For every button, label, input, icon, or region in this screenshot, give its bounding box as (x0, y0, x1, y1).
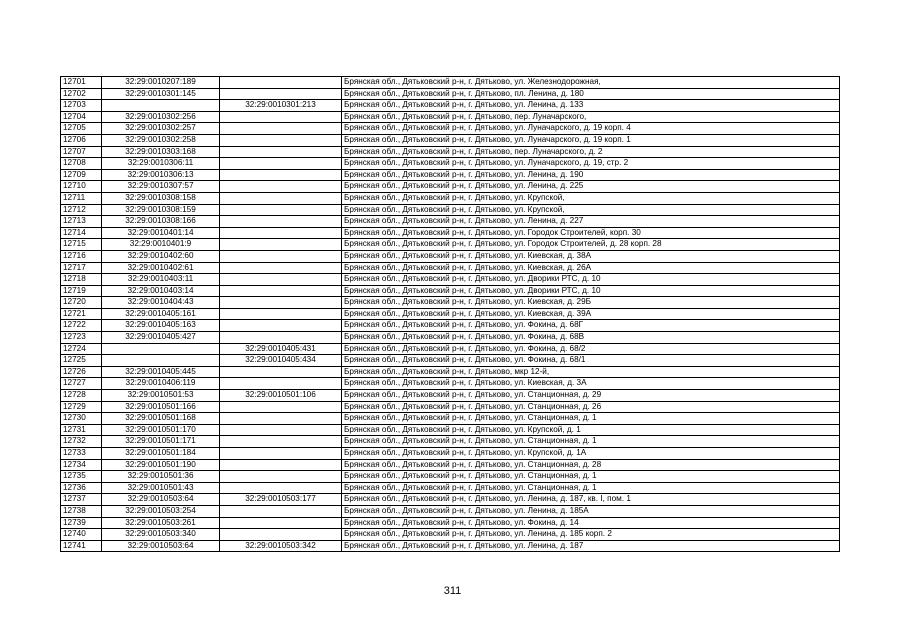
address-cell: Брянская обл., Дятьковский р-н, г. Дятьково, ул. Луначарского, д. 19, стр. 2 (342, 158, 840, 170)
row-number-cell: 12734 (61, 459, 102, 471)
cadastral-number-cell: 32:29:0010308:166 (102, 216, 220, 228)
table-row (61, 227, 840, 239)
table-row (61, 158, 840, 170)
address-cell: Брянская обл., Дятьковский р-н, г. Дятьково, ул. Станционная, д. 29 (342, 390, 840, 402)
row-number-cell: 12733 (61, 448, 102, 460)
address-cell: Брянская обл., Дятьковский р-н, г. Дятьково, ул. Крупской, д. 1А (342, 448, 840, 460)
page-number: 311 (443, 585, 462, 597)
table-row (61, 181, 840, 193)
table-row (61, 540, 840, 552)
address-cell: Брянская обл., Дятьковский р-н, г. Дятьково, ул. Ленина, д. 227 (342, 216, 840, 228)
row-number-cell: 12737 (61, 494, 102, 506)
row-number-cell: 12738 (61, 505, 102, 517)
related-cadastral-number-cell: 32:29:0010503:177 (220, 494, 342, 506)
table-row (61, 424, 840, 436)
related-cadastral-number-cell (220, 413, 342, 425)
address-cell: Брянская обл., Дятьковский р-н, г. Дятьково, ул. Станционная, д. 28 (342, 459, 840, 471)
table-row (61, 332, 840, 344)
related-cadastral-number-cell (220, 529, 342, 541)
related-cadastral-number-cell (220, 181, 342, 193)
related-cadastral-number-cell: 32:29:0010501:106 (220, 390, 342, 402)
related-cadastral-number-cell (220, 239, 342, 251)
table-row (61, 494, 840, 506)
records-table-body (61, 77, 840, 552)
address-cell: Брянская обл., Дятьковский р-н, г. Дятьково, ул. Киевская, д. 26А (342, 262, 840, 274)
address-cell: Брянская обл., Дятьковский р-н, г. Дятьково, пер. Луначарского, (342, 111, 840, 123)
address-cell: Брянская обл., Дятьковский р-н, г. Дятьково, ул. Ленина, д. 187, кв. I, пом. 1 (342, 494, 840, 506)
table-row (61, 111, 840, 123)
table-row (61, 448, 840, 460)
row-number-cell: 12727 (61, 378, 102, 390)
related-cadastral-number-cell (220, 169, 342, 181)
cadastral-number-cell: 32:29:0010501:184 (102, 448, 220, 460)
address-cell: Брянская обл., Дятьковский р-н, г. Дятьково, ул. Крупской, (342, 192, 840, 204)
row-number-cell: 12741 (61, 540, 102, 552)
address-cell: Брянская обл., Дятьковский р-н, г. Дятьково, ул. Фокина, д. 68Г (342, 320, 840, 332)
address-cell: Брянская обл., Дятьковский р-н, г. Дятьково, ул. Фокина, д. 14 (342, 517, 840, 529)
cadastral-number-cell: 32:29:0010303:168 (102, 146, 220, 158)
cadastral-number-cell: 32:29:0010308:159 (102, 204, 220, 216)
table-row (61, 355, 840, 367)
row-number-cell: 12729 (61, 401, 102, 413)
row-number-cell: 12713 (61, 216, 102, 228)
cadastral-number-cell: 32:29:0010501:43 (102, 482, 220, 494)
cadastral-number-cell (102, 355, 220, 367)
table-row (61, 146, 840, 158)
row-number-cell: 12719 (61, 285, 102, 297)
row-number-cell: 12720 (61, 297, 102, 309)
address-cell: Брянская обл., Дятьковский р-н, г. Дятьково, ул. Луначарского, д. 19 корп. 1 (342, 134, 840, 146)
related-cadastral-number-cell (220, 134, 342, 146)
cadastral-number-cell: 32:29:0010503:64 (102, 494, 220, 506)
related-cadastral-number-cell (220, 424, 342, 436)
related-cadastral-number-cell: 32:29:0010405:431 (220, 343, 342, 355)
related-cadastral-number-cell (220, 262, 342, 274)
related-cadastral-number-cell (220, 227, 342, 239)
address-cell: Брянская обл., Дятьковский р-н, г. Дятьково, ул. Железнодорожная, (342, 77, 840, 89)
cadastral-number-cell: 32:29:0010306:13 (102, 169, 220, 181)
cadastral-number-cell: 32:29:0010406:119 (102, 378, 220, 390)
row-number-cell: 12730 (61, 413, 102, 425)
related-cadastral-number-cell (220, 505, 342, 517)
address-cell: Брянская обл., Дятьковский р-н, г. Дятьково, ул. Ленина, д. 185А (342, 505, 840, 517)
table-row (61, 262, 840, 274)
cadastral-number-cell: 32:29:0010405:445 (102, 366, 220, 378)
related-cadastral-number-cell (220, 366, 342, 378)
table-row (61, 459, 840, 471)
address-cell: Брянская обл., Дятьковский р-н, г. Дятьково, ул. Дворики РТС, д. 10 (342, 274, 840, 286)
cadastral-number-cell: 32:29:0010403:11 (102, 274, 220, 286)
address-cell: Брянская обл., Дятьковский р-н, г. Дятьково, ул. Киевская, д. 39А (342, 308, 840, 320)
row-number-cell: 12706 (61, 134, 102, 146)
row-number-cell: 12739 (61, 517, 102, 529)
row-number-cell: 12709 (61, 169, 102, 181)
address-cell: Брянская обл., Дятьковский р-н, г. Дятьково, ул. Городок Строителей, корп. 30 (342, 227, 840, 239)
table-row (61, 401, 840, 413)
table-row (61, 343, 840, 355)
row-number-cell: 12725 (61, 355, 102, 367)
row-number-cell: 12722 (61, 320, 102, 332)
cadastral-number-cell: 32:29:0010501:36 (102, 471, 220, 483)
address-cell: Брянская обл., Дятьковский р-н, г. Дятьково, ул. Станционная, д. 1 (342, 436, 840, 448)
address-cell: Брянская обл., Дятьковский р-н, г. Дятьково, ул. Городок Строителей, д. 28 корп. 28 (342, 239, 840, 251)
row-number-cell: 12740 (61, 529, 102, 541)
address-cell: Брянская обл., Дятьковский р-н, г. Дятьково, ул. Киевская, д. 38А (342, 250, 840, 262)
row-number-cell: 12717 (61, 262, 102, 274)
cadastral-number-cell: 32:29:0010401:9 (102, 239, 220, 251)
cadastral-number-cell: 32:29:0010301:145 (102, 88, 220, 100)
row-number-cell: 12701 (61, 77, 102, 89)
row-number-cell: 12721 (61, 308, 102, 320)
records-table (60, 76, 840, 552)
address-cell: Брянская обл., Дятьковский р-н, г. Дятьково, ул. Ленина, д. 185 корп. 2 (342, 529, 840, 541)
table-row (61, 378, 840, 390)
cadastral-number-cell (102, 343, 220, 355)
cadastral-number-cell: 32:29:0010501:170 (102, 424, 220, 436)
row-number-cell: 12702 (61, 88, 102, 100)
table-row (61, 413, 840, 425)
address-cell: Брянская обл., Дятьковский р-н, г. Дятьково, ул. Фокина, д. 68/2 (342, 343, 840, 355)
table-row (61, 77, 840, 89)
related-cadastral-number-cell (220, 320, 342, 332)
cadastral-number-cell (102, 100, 220, 112)
cadastral-number-cell: 32:29:0010302:258 (102, 134, 220, 146)
related-cadastral-number-cell (220, 482, 342, 494)
row-number-cell: 12707 (61, 146, 102, 158)
cadastral-number-cell: 32:29:0010503:340 (102, 529, 220, 541)
address-cell: Брянская обл., Дятьковский р-н, г. Дятьково, ул. Ленина, д. 133 (342, 100, 840, 112)
cadastral-number-cell: 32:29:0010501:166 (102, 401, 220, 413)
cadastral-number-cell: 32:29:0010403:14 (102, 285, 220, 297)
table-row (61, 134, 840, 146)
address-cell: Брянская обл., Дятьковский р-н, г. Дятьково, ул. Станционная, д. 1 (342, 471, 840, 483)
table-row (61, 517, 840, 529)
cadastral-number-cell: 32:29:0010501:190 (102, 459, 220, 471)
related-cadastral-number-cell (220, 88, 342, 100)
related-cadastral-number-cell (220, 471, 342, 483)
related-cadastral-number-cell: 32:29:0010503:342 (220, 540, 342, 552)
cadastral-number-cell: 32:29:0010405:427 (102, 332, 220, 344)
related-cadastral-number-cell (220, 308, 342, 320)
row-number-cell: 12736 (61, 482, 102, 494)
related-cadastral-number-cell (220, 274, 342, 286)
table-row (61, 123, 840, 135)
related-cadastral-number-cell (220, 297, 342, 309)
related-cadastral-number-cell (220, 77, 342, 89)
row-number-cell: 12731 (61, 424, 102, 436)
related-cadastral-number-cell (220, 123, 342, 135)
related-cadastral-number-cell (220, 285, 342, 297)
table-row (61, 100, 840, 112)
table-row (61, 169, 840, 181)
table-row (61, 505, 840, 517)
address-cell: Брянская обл., Дятьковский р-н, г. Дятьково, ул. Ленина, д. 225 (342, 181, 840, 193)
cadastral-number-cell: 32:29:0010501:171 (102, 436, 220, 448)
table-row (61, 297, 840, 309)
cadastral-number-cell: 32:29:0010307:57 (102, 181, 220, 193)
related-cadastral-number-cell (220, 250, 342, 262)
cadastral-number-cell: 32:29:0010207:189 (102, 77, 220, 89)
cadastral-number-cell: 32:29:0010308:158 (102, 192, 220, 204)
cadastral-number-cell: 32:29:0010501:168 (102, 413, 220, 425)
table-row (61, 216, 840, 228)
table-row (61, 482, 840, 494)
cadastral-number-cell: 32:29:0010302:256 (102, 111, 220, 123)
table-row (61, 436, 840, 448)
row-number-cell: 12705 (61, 123, 102, 135)
table-row (61, 274, 840, 286)
address-cell: Брянская обл., Дятьковский р-н, г. Дятьково, пер. Луначарского, д. 2 (342, 146, 840, 158)
table-row (61, 529, 840, 541)
related-cadastral-number-cell: 32:29:0010301:213 (220, 100, 342, 112)
row-number-cell: 12704 (61, 111, 102, 123)
related-cadastral-number-cell (220, 192, 342, 204)
row-number-cell: 12718 (61, 274, 102, 286)
row-number-cell: 12726 (61, 366, 102, 378)
row-number-cell: 12732 (61, 436, 102, 448)
address-cell: Брянская обл., Дятьковский р-н, г. Дятьково, мкр 12-й, (342, 366, 840, 378)
address-cell: Брянская обл., Дятьковский р-н, г. Дятьково, ул. Станционная, д. 1 (342, 482, 840, 494)
row-number-cell: 12716 (61, 250, 102, 262)
row-number-cell: 12712 (61, 204, 102, 216)
cadastral-number-cell: 32:29:0010402:60 (102, 250, 220, 262)
cadastral-number-cell: 32:29:0010302:257 (102, 123, 220, 135)
address-cell: Брянская обл., Дятьковский р-н, г. Дятьково, ул. Киевская, д. 3А (342, 378, 840, 390)
related-cadastral-number-cell (220, 158, 342, 170)
related-cadastral-number-cell: 32:29:0010405:434 (220, 355, 342, 367)
cadastral-number-cell: 32:29:0010401:14 (102, 227, 220, 239)
address-cell: Брянская обл., Дятьковский р-н, г. Дятьково, ул. Крупской, (342, 204, 840, 216)
table-row (61, 250, 840, 262)
row-number-cell: 12708 (61, 158, 102, 170)
address-cell: Брянская обл., Дятьковский р-н, г. Дятьково, ул. Ленина, д. 190 (342, 169, 840, 181)
related-cadastral-number-cell (220, 448, 342, 460)
address-cell: Брянская обл., Дятьковский р-н, г. Дятьково, ул. Луначарского, д. 19 корп. 4 (342, 123, 840, 135)
related-cadastral-number-cell (220, 204, 342, 216)
related-cadastral-number-cell (220, 146, 342, 158)
cadastral-number-cell: 32:29:0010405:163 (102, 320, 220, 332)
table-row (61, 88, 840, 100)
table-row (61, 366, 840, 378)
cadastral-number-cell: 32:29:0010306:11 (102, 158, 220, 170)
row-number-cell: 12728 (61, 390, 102, 402)
cadastral-number-cell: 32:29:0010404:43 (102, 297, 220, 309)
address-cell: Брянская обл., Дятьковский р-н, г. Дятьково, ул. Фокина, д. 68В (342, 332, 840, 344)
related-cadastral-number-cell (220, 401, 342, 413)
related-cadastral-number-cell (220, 378, 342, 390)
table-row (61, 390, 840, 402)
table-row (61, 471, 840, 483)
table-row (61, 320, 840, 332)
related-cadastral-number-cell (220, 459, 342, 471)
row-number-cell: 12715 (61, 239, 102, 251)
address-cell: Брянская обл., Дятьковский р-н, г. Дятьково, ул. Фокина, д. 68/1 (342, 355, 840, 367)
row-number-cell: 12735 (61, 471, 102, 483)
row-number-cell: 12711 (61, 192, 102, 204)
related-cadastral-number-cell (220, 216, 342, 228)
address-cell: Брянская обл., Дятьковский р-н, г. Дятьково, ул. Киевская, д. 29Б (342, 297, 840, 309)
cadastral-number-cell: 32:29:0010503:261 (102, 517, 220, 529)
address-cell: Брянская обл., Дятьковский р-н, г. Дятьково, ул. Крупской, д. 1 (342, 424, 840, 436)
address-cell: Брянская обл., Дятьковский р-н, г. Дятьково, ул. Дворики РТС, д. 10 (342, 285, 840, 297)
cadastral-number-cell: 32:29:0010402:61 (102, 262, 220, 274)
related-cadastral-number-cell (220, 517, 342, 529)
table-row (61, 239, 840, 251)
row-number-cell: 12714 (61, 227, 102, 239)
row-number-cell: 12724 (61, 343, 102, 355)
related-cadastral-number-cell (220, 436, 342, 448)
related-cadastral-number-cell (220, 111, 342, 123)
row-number-cell: 12723 (61, 332, 102, 344)
address-cell: Брянская обл., Дятьковский р-н, г. Дятьково, ул. Ленина, д. 187 (342, 540, 840, 552)
address-cell: Брянская обл., Дятьковский р-н, г. Дятьково, пл. Ленина, д. 180 (342, 88, 840, 100)
cadastral-number-cell: 32:29:0010503:254 (102, 505, 220, 517)
address-cell: Брянская обл., Дятьковский р-н, г. Дятьково, ул. Станционная, д. 1 (342, 413, 840, 425)
row-number-cell: 12710 (61, 181, 102, 193)
row-number-cell: 12703 (61, 100, 102, 112)
cadastral-number-cell: 32:29:0010503:64 (102, 540, 220, 552)
table-row (61, 308, 840, 320)
table-row (61, 285, 840, 297)
cadastral-number-cell: 32:29:0010501:53 (102, 390, 220, 402)
table-row (61, 204, 840, 216)
address-cell: Брянская обл., Дятьковский р-н, г. Дятьково, ул. Станционная, д. 26 (342, 401, 840, 413)
table-row (61, 192, 840, 204)
cadastral-number-cell: 32:29:0010405:161 (102, 308, 220, 320)
related-cadastral-number-cell (220, 332, 342, 344)
